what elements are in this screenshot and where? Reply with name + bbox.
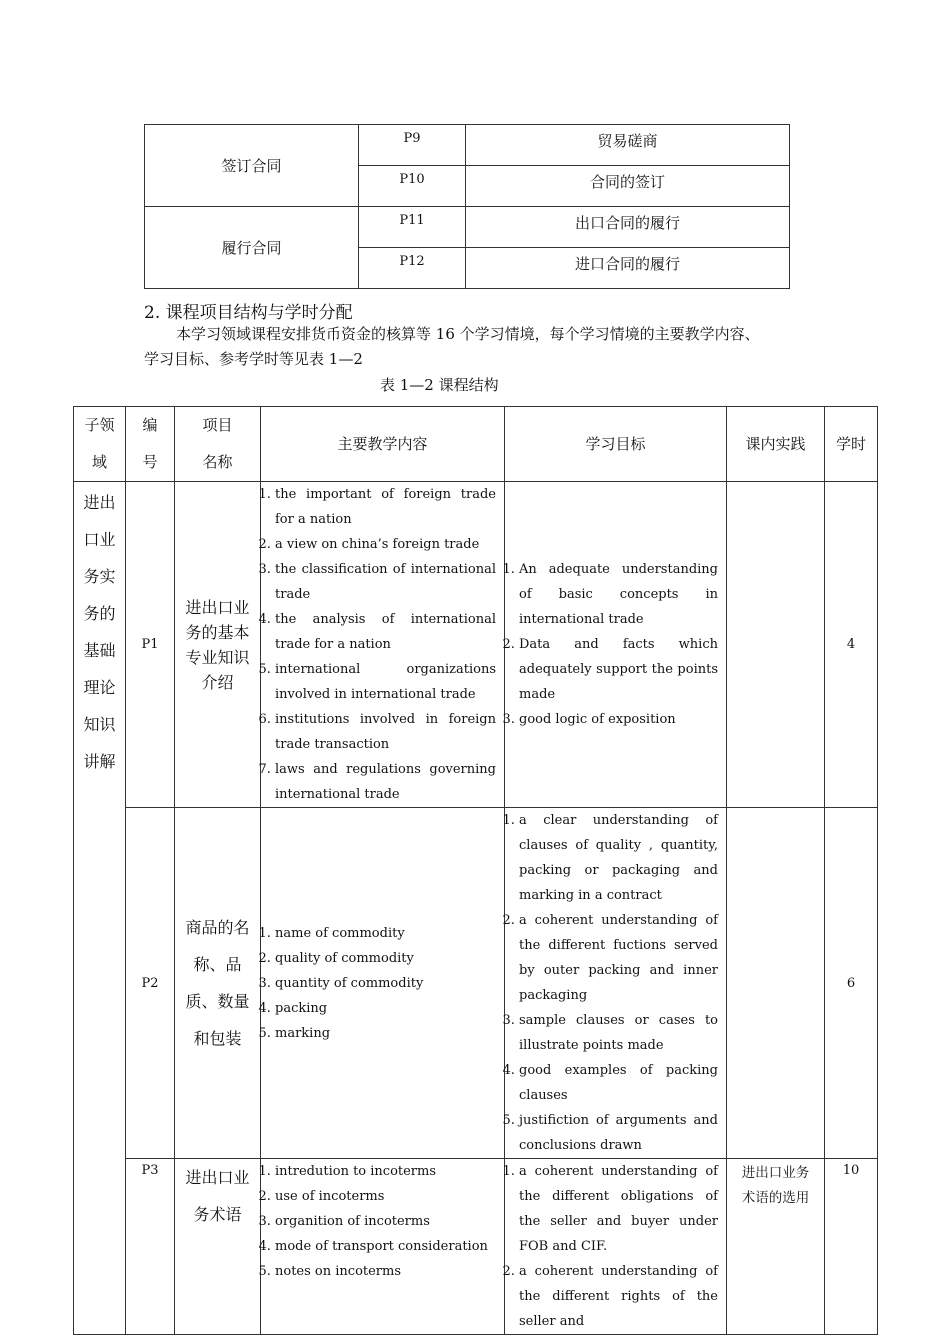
practice-cell (727, 482, 825, 808)
table-row (145, 207, 790, 248)
practice-cell: 进出口业务术语的选用 (727, 1159, 825, 1335)
list-item: 5. international organizations involved in international trade (275, 657, 496, 707)
project-name-line: 进出口业 (185, 597, 250, 617)
table-row (145, 125, 790, 166)
project-code-cell: P3 (126, 1159, 175, 1335)
header-practice: 课内实践 (727, 407, 825, 482)
project-name-line: 务的基本 (185, 622, 250, 642)
sub-domain-line: 讲解 (83, 752, 116, 771)
sub-domain-lines (74, 484, 125, 780)
list-item: 6. institutions involved in foreign trade transaction (275, 707, 496, 757)
table-row (74, 808, 878, 1159)
project-code-cell: P2 (126, 808, 175, 1159)
group-name-cell: 签订合同 (145, 125, 359, 207)
project-code-cell: P1 (126, 482, 175, 808)
project-name-line: 称、品 (193, 955, 242, 974)
sub-domain-line: 知识 (83, 715, 116, 734)
project-name-cell (175, 808, 261, 1159)
project-code-cell: P11 (359, 207, 466, 248)
sub-domain-line: 理论 (83, 678, 116, 697)
objectives-cell (505, 482, 727, 808)
project-title-cell: 进口合同的履行 (466, 248, 790, 289)
list-item: 2. Data and facts which adequately support the points made (519, 632, 718, 707)
list-item: 1. a clear understanding of clauses of quality , quantity, packing or packaging and marking in a contract (519, 808, 718, 908)
objectives-cell (505, 808, 727, 1159)
list-item: 2. use of incoterms (275, 1184, 496, 1209)
hours-cell: 6 (825, 808, 878, 1159)
header-objectives: 学习目标 (505, 407, 727, 482)
sub-domain-line: 务的 (83, 604, 116, 623)
list-item: 3. the classification of international trade (275, 557, 496, 607)
project-name-line: 进出口业 (185, 1168, 250, 1187)
project-name-cell (175, 482, 261, 808)
project-title-cell: 合同的签订 (466, 166, 790, 207)
content-cell (261, 808, 505, 1159)
list-item: 4. packing (275, 996, 496, 1021)
list-item: 2. a coherent understanding of the different rights of the seller and (519, 1259, 718, 1334)
project-name-line: 商品的名 (185, 918, 250, 937)
list-item: 5. notes on incoterms (275, 1259, 496, 1284)
contract-table (144, 124, 790, 289)
project-name-line: 介绍 (201, 672, 234, 692)
project-title-cell: 贸易磋商 (466, 125, 790, 166)
list-item: 5. marking (275, 1021, 496, 1046)
project-name-cell (175, 1159, 261, 1335)
sub-domain-line: 务实 (83, 567, 116, 586)
intro-line-2: 学习目标、参考学时等见表 1—2 (144, 350, 363, 368)
practice-cell (727, 808, 825, 1159)
project-title-cell: 出口合同的履行 (466, 207, 790, 248)
header-content: 主要教学内容 (261, 407, 505, 482)
list-item: 3. quantity of commodity (275, 971, 496, 996)
section-heading: 2. 课程项目结构与学时分配 (144, 303, 353, 323)
table-row (74, 1159, 878, 1335)
list-item: 4. good examples of packing clauses (519, 1058, 718, 1108)
list-item: 2. quality of commodity (275, 946, 496, 971)
list-item: 1. name of commodity (275, 921, 496, 946)
header-sub-domain: 子领 域 (74, 407, 126, 482)
project-code-cell: P9 (359, 125, 466, 166)
list-item: 1. the important of foreign trade for a nation (275, 482, 496, 532)
course-structure-table (73, 406, 878, 1335)
objectives-cell (505, 1159, 727, 1335)
project-code-cell: P12 (359, 248, 466, 289)
sub-domain-cell (74, 482, 126, 1335)
list-item: 4. the analysis of international trade for a nation (275, 607, 496, 657)
content-cell (261, 1159, 505, 1335)
list-item: 2. a view on china’s foreign trade (275, 532, 496, 557)
list-item: 3. sample clauses or cases to illustrate points made (519, 1008, 718, 1058)
list-item: 5. justifiction of arguments and conclusions drawn (519, 1108, 718, 1158)
sub-domain-line: 进出 (83, 493, 116, 512)
hours-cell: 4 (825, 482, 878, 808)
sub-domain-line: 基础 (83, 641, 116, 660)
project-name-line: 质、数量 (185, 992, 250, 1011)
list-item: 1. An adequate understanding of basic concepts in international trade (519, 557, 718, 632)
intro-line-1: 本学习领域课程安排货币资金的核算等 16 个学习情境，每个学习情境的主要教学内容、 (176, 325, 760, 343)
list-item: 2. a coherent understanding of the different fuctions served by outer packing and inner packaging (519, 908, 718, 1008)
intro-paragraph (144, 322, 834, 372)
table-row (74, 482, 878, 808)
list-item: 3. organition of incoterms (275, 1209, 496, 1234)
project-code-cell: P10 (359, 166, 466, 207)
list-item: 7. laws and regulations governing international trade (275, 757, 496, 807)
list-item: 4. mode of transport consideration (275, 1234, 496, 1259)
project-name-line: 务术语 (193, 1205, 242, 1224)
project-name-line: 专业知识 (185, 647, 250, 667)
project-name-line: 和包装 (193, 1029, 242, 1048)
content-cell (261, 482, 505, 808)
table-caption: 表 1—2 课程结构 (380, 376, 499, 394)
header-row (74, 407, 878, 482)
header-code: 编 号 (126, 407, 175, 482)
list-item: 1. a coherent understanding of the different obligations of the seller and buyer under FOB and CIF. (519, 1159, 718, 1259)
header-hours: 学时 (825, 407, 878, 482)
sub-domain-line: 口业 (83, 530, 116, 549)
group-name-cell: 履行合同 (145, 207, 359, 289)
list-item: 1. intredution to incoterms (275, 1159, 496, 1184)
list-item: 3. good logic of exposition (519, 707, 718, 732)
header-project-name: 项目 名称 (175, 407, 261, 482)
hours-cell: 10 (825, 1159, 878, 1335)
